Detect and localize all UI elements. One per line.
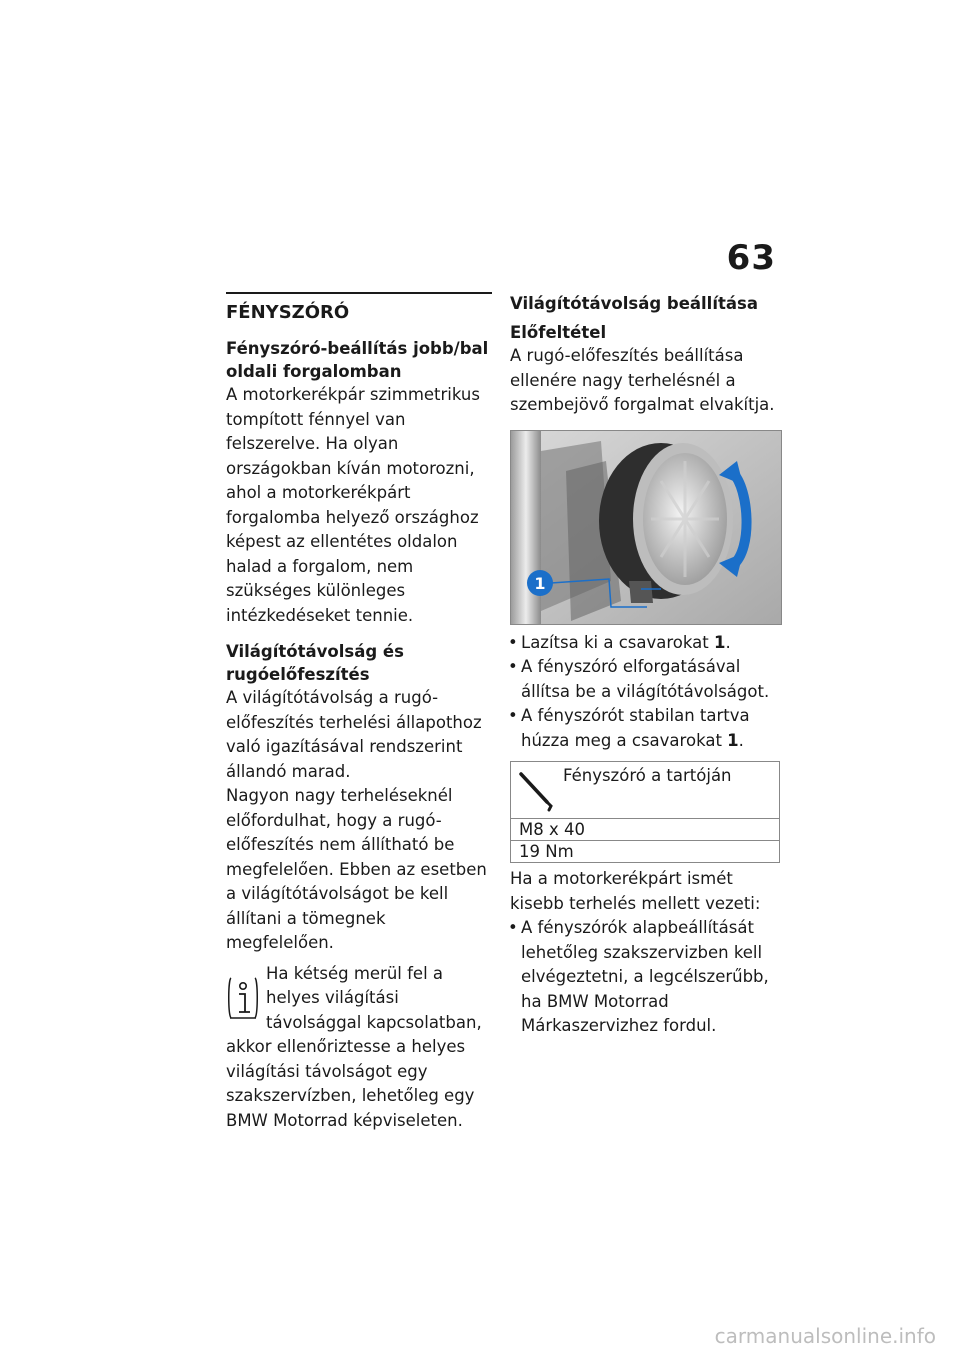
section-rule [226, 292, 492, 294]
heading-prerequisite: Előfeltétel [510, 323, 607, 342]
info-icon [226, 974, 260, 1020]
headlight-illustration [511, 431, 781, 624]
watermark: carmanualsonline.info [714, 1324, 936, 1348]
torque-title: Fényszóró a tartóján [563, 766, 732, 785]
note-text: Ha kétség merül fel a helyes világítási távolsággal kapcsolatban, akkor ellenőriztesse a helyes világítási távolságot egy szakszervízben, lehetőleg egy BMW Motorrad képviseleten. [226, 963, 482, 1130]
left-column [226, 292, 492, 1133]
torque-header [511, 762, 779, 819]
heading-range: Világítótávolság és rugóelőfeszítés [226, 642, 404, 684]
torque-wrench-icon [517, 768, 557, 812]
heading-symmetric: Fényszóró-beállítás jobb/bal oldali forgalomban [226, 339, 489, 381]
section-title: FÉNYSZÓRÓ [226, 302, 350, 323]
torque-bolt: M8 x 40 [511, 819, 779, 841]
paragraph-after: Ha a motorkerékpárt ismét kisebb terhelés mellett vezeti: [510, 869, 761, 913]
paragraph-range-2: Nagyon nagy terheléseknél előfordulhat, hogy a rugó-előfeszítés nem állítható be megfelelően. Ebben az esetben a világítótávolságot be kell állítani a tömegnek megfelelően. [226, 786, 487, 952]
torque-table [510, 761, 780, 863]
list-item: • A fényszóró elforgatásával állítsa be a világítótávolságot. [510, 655, 780, 704]
figure-callout: 1 [534, 573, 546, 593]
paragraph-symmetric: A motorkerékpár szimmetrikus tompított fénnyel van felszerelve. Ha olyan országokban kíván motorozni, ahol a motorkerékpárt forgalomba helyező országhoz képest az ellentétes oldalon halad a forgalom, nem szükséges különleges intézkedéseket tennie. [226, 385, 480, 625]
headlight-figure [510, 430, 782, 625]
paragraph-range-1: A világítótávolság a rugó-előfeszítés terhelési állapothoz való igazításával rendszerint állandó marad. [226, 688, 482, 781]
heading-adjust: Világítótávolság beállítása [510, 294, 758, 313]
steps-list [510, 631, 780, 754]
paragraph-prerequisite: A rugó-előfeszítés beállítása ellenére nagy terhelésnél a szembejövő forgalmat elvakítja. [510, 346, 775, 414]
list-item: • A fényszórók alapbeállítását lehetőleg szakszervizben kell elvégeztetni, a legcélszerűbb, ha BMW Motorrad Márkaszervizhez fordul. [510, 916, 780, 1039]
torque-value: 19 Nm [519, 842, 574, 861]
info-note [226, 962, 492, 1134]
right-column [510, 292, 780, 1039]
page-number: 63 [726, 238, 776, 278]
after-steps-list [510, 916, 780, 1039]
list-item: • A fényszórót stabilan tartva húzza meg a csavarokat 1. [510, 704, 780, 753]
list-item: • Lazítsa ki a csavarokat 1. [510, 631, 780, 656]
